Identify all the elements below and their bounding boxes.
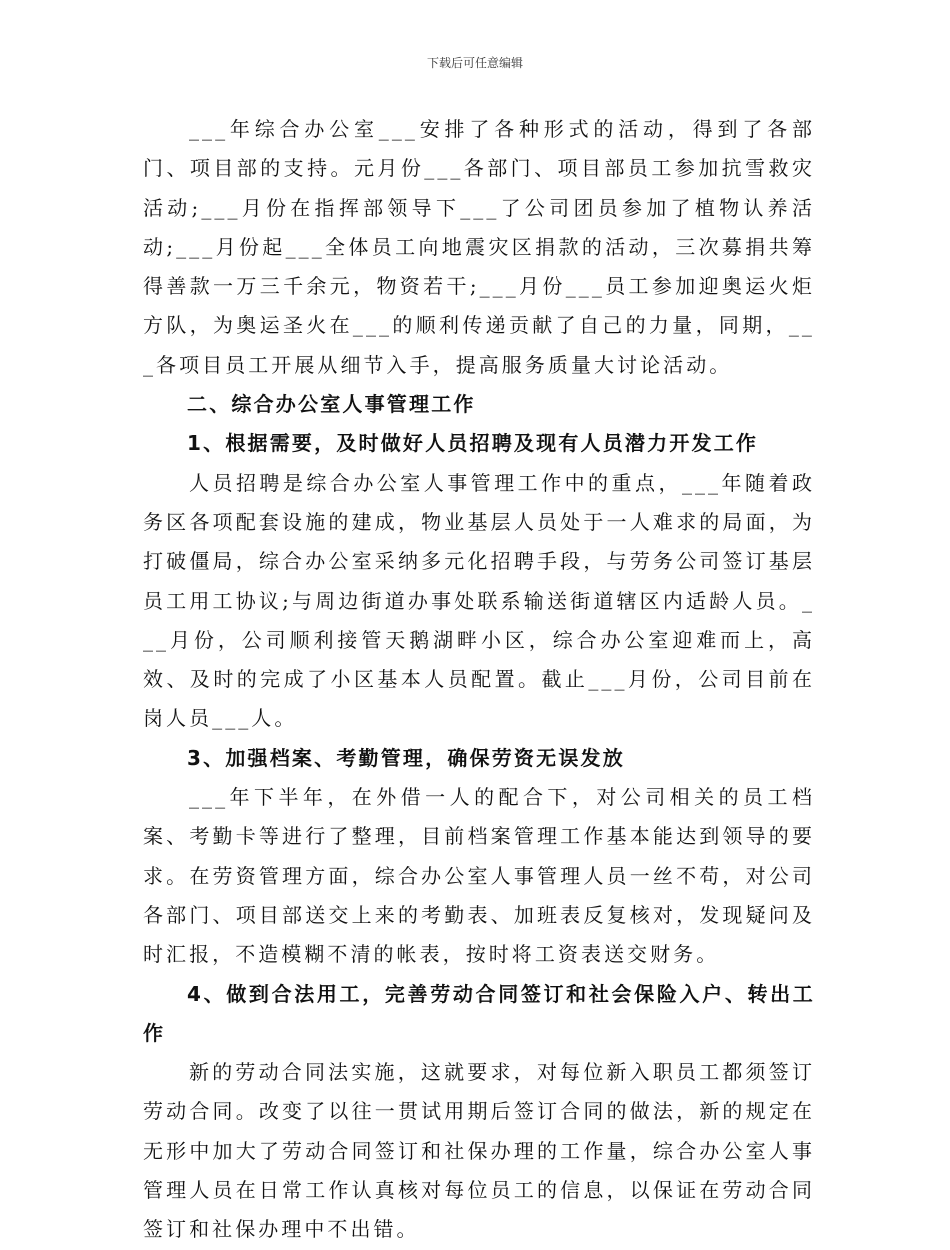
paragraph-archives-attendance: ___年下半年，在外借一人的配合下，对公司相关的员工档案、考勤卡等进行了整理，目前档案管理工作基本能达到领导的要求。在劳资管理方面，综合办公室人事管理人员一丝不苟，对公司各部门、项目部送交上来的考勤表、加班表反复核对，发现疑问及时汇报，不造模糊不清的帐表，按时将工资表送交财务。 [143, 785, 815, 967]
section-heading-hr-management: 二、综合办公室人事管理工作 [187, 392, 476, 417]
page-header-note: 下载后可任意编辑 [426, 56, 523, 70]
subheading-recruitment: 1、根据需要，及时做好人员招聘及现有人员潜力开发工作 [187, 431, 759, 456]
subheading-labor-contracts: 4、做到合法用工，完善劳动合同签订和社会保险入户、转出工作 [143, 981, 815, 1045]
document-body [143, 110, 815, 1250]
paragraph-activities: ___年综合办公室___安排了各种形式的活动，得到了各部门、项目部的支持。元月份___各部门、项目部员工参加抗雪救灾活动;___月份在指挥部领导下___了公司团员参加了植物认养活动;___月份起___全体员工向地震灾区捐款的活动，三次募捐共筹得善款一万三千余元，物资若干;___月份___员工参加迎奥运火炬方队，为奥运圣火在___的顺利传递贡献了自己的力量，同期，___各项目员工开展从细节入手，提高服务质量大讨论活动。 [143, 117, 815, 377]
subheading-archives-attendance: 3、加强档案、考勤管理，确保劳资无误发放 [187, 745, 625, 770]
paragraph-labor-contracts: 新的劳动合同法实施，这就要求，对每位新入职员工都须签订劳动合同。改变了以往一贯试用期后签订合同的做法，新的规定在无形中加大了劳动合同签订和社保办理的工作量，综合办公室人事管理人员在日常工作认真核对每位员工的信息，以保证在劳动合同签订和社保办理中不出错。 [143, 1060, 815, 1242]
paragraph-recruitment: 人员招聘是综合办公室人事管理工作中的重点，___年随着政务区各项配套设施的建成，物业基层人员处于一人难求的局面，为打破僵局，综合办公室采纳多元化招聘手段，与劳务公司签订基层员工用工协议;与周边街道办事处联系输送街道辖区内适龄人员。___月份，公司顺利接管天鹅湖畔小区，综合办公室迎难而上，高效、及时的完成了小区基本人员配置。截止___月份，公司目前在岗人员___人。 [143, 470, 815, 731]
